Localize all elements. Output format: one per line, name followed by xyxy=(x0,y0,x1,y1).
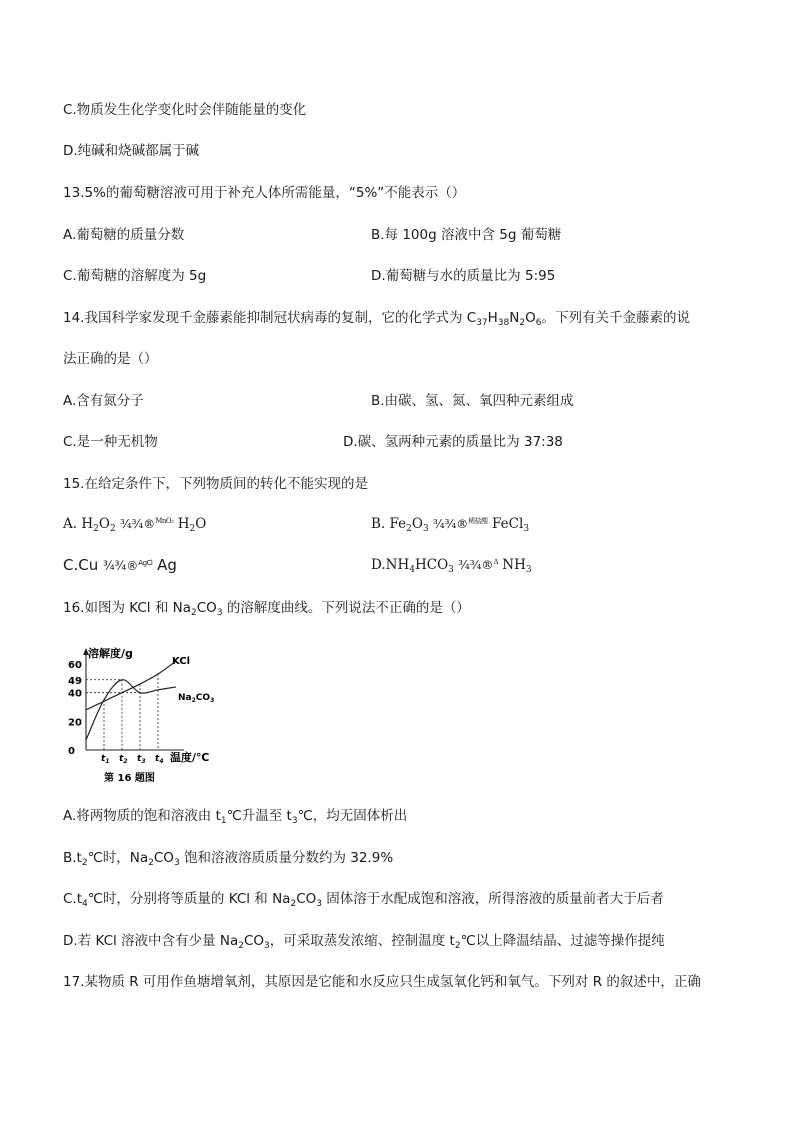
q16b-t2: 2 xyxy=(81,858,88,868)
y-tick-label-2: 40 xyxy=(68,688,82,700)
q16-na-sub: 2 xyxy=(191,608,197,618)
q15d-reactant-nh: NH xyxy=(385,557,410,573)
q15b-sub1: 2 xyxy=(406,524,412,534)
q15a-reactant-o: O xyxy=(98,516,110,532)
q16b-co-sub: 3 xyxy=(173,858,180,868)
formula-o-sub: 6 xyxy=(535,318,542,328)
q14-option-b: B.由碳、氢、氮、氧四种元素组成 xyxy=(371,393,574,409)
q14-option-c: C.是一种无机物 xyxy=(63,434,158,450)
q15c-product: Ag xyxy=(157,556,177,574)
y-tick-label-0: 60 xyxy=(68,660,82,671)
q16c-co-sub: 3 xyxy=(316,899,322,909)
q16-option-a xyxy=(63,806,407,826)
q15a-product-h: H xyxy=(177,516,190,532)
q16c-text-post: 固体溶于水配成饱和溶液，所得溶液的质量前者大于后者 xyxy=(321,891,664,907)
y-tick-label-3: 20 xyxy=(68,717,82,729)
q14-text-pre: 14.我国科学家发现千金藤素能抑制冠状病毒的复制，它的化学式为 C xyxy=(63,310,477,326)
q16a-t1: 1 xyxy=(220,816,227,826)
q16d-text-post: ℃以上降温结晶、过滤等操作提纯 xyxy=(460,933,665,949)
series-label-kcl: KCl xyxy=(172,656,191,667)
q16b-co: CO xyxy=(153,850,174,866)
q15d-label: D. xyxy=(371,557,386,573)
q14-option-d: D.碳、氢两种元素的质量比为 37:38 xyxy=(343,434,563,450)
chart-curves xyxy=(86,661,176,740)
q15b-reactant-o: O xyxy=(411,516,423,532)
q16d-co: CO xyxy=(243,933,265,949)
formula-o: O xyxy=(525,310,536,326)
q15a-psub: 2 xyxy=(189,524,196,534)
q15a-label: A. xyxy=(63,516,78,532)
formula-n-sub: 2 xyxy=(519,318,526,328)
q15b-reactant-fe: Fe xyxy=(389,516,407,532)
q16c-text-mid: ℃时，分别将等质量的 KCl 和 Na xyxy=(87,891,291,907)
question-14 xyxy=(63,308,690,328)
series-label-na2co3: $Na_2CO_3$ xyxy=(178,693,215,704)
x-tick-labels xyxy=(101,754,164,765)
question-13: 13.5%的葡萄糖溶液可用于补充人体所需能量，“5%”不能表示（） xyxy=(63,185,466,201)
line-option-c-prev: C.物质发生化学变化时会伴随能量的变化 xyxy=(63,102,307,118)
q16-text-pre: 16.如图为 KCl 和 Na xyxy=(63,600,192,616)
q15d-sub2: 3 xyxy=(448,565,454,575)
q15a-sub2: 2 xyxy=(109,524,116,534)
q16d-na-sub: 2 xyxy=(238,941,244,951)
q15a-sub1: 2 xyxy=(93,524,99,534)
q16c-co: CO xyxy=(296,891,317,907)
q16a-text-pre: A.将两物质的饱和溶液由 t xyxy=(63,808,221,824)
x-tick-label-3: $t_4$ xyxy=(155,754,164,765)
q15a-condition: MnO₂ xyxy=(155,517,174,525)
q15-option-d xyxy=(371,555,532,577)
q15b-psub: 3 xyxy=(523,524,530,534)
q15a-product-o: O xyxy=(195,516,207,532)
q16d-t2: 2 xyxy=(454,941,461,951)
q15-option-c xyxy=(63,555,177,578)
question-15: 15.在给定条件下，下列物质间的转化不能实现的是 xyxy=(63,476,368,492)
q15c-arrow: ¾¾® xyxy=(103,559,139,573)
q15c-condition: AgCl xyxy=(138,559,153,567)
q15b-label: B. xyxy=(371,516,386,532)
formula-h: H xyxy=(487,310,498,326)
q13-option-a: A.葡萄糖的质量分数 xyxy=(63,227,185,243)
line-option-d-prev: D.纯碱和烧碱都属于碱 xyxy=(63,143,200,159)
question-14-line2: 法正确的是（） xyxy=(63,351,158,367)
guide-lines xyxy=(86,674,158,750)
q15a-arrow: ¾¾® xyxy=(119,517,156,531)
q15b-arrow: ¾¾® xyxy=(432,517,469,531)
q14-text-post: 。下列有关千金藤素的说 xyxy=(541,310,690,326)
x-tick-label-1: $t_2$ xyxy=(119,754,128,765)
formula-c-sub: 37 xyxy=(476,318,488,328)
q15d-condition: Δ xyxy=(493,558,498,566)
q16d-text-mid: ，可采取蒸发浓缩、控制温度 t xyxy=(269,933,455,949)
q15-option-b xyxy=(371,514,529,536)
q16-option-c xyxy=(63,889,664,909)
q16a-text-post: ℃，均无固体析出 xyxy=(297,808,408,824)
q16-text-post: 的溶解度曲线。下列说法不正确的是（） xyxy=(222,600,470,616)
y-axis-label: 溶解度/g xyxy=(88,647,133,660)
y-tick-label-1: 49 xyxy=(68,675,82,687)
q15d-product-nh: NH xyxy=(502,557,526,573)
q13-option-d: D.葡萄糖与水的质量比为 5:95 xyxy=(371,268,556,284)
question-17: 17.某物质 R 可用作鱼塘增氧剂，其原因是它能和水反应只生成氢氧化钙和氧气。下列对 R 的叙述中，正确 xyxy=(63,974,701,990)
q16b-text-mid: ℃时，Na xyxy=(87,850,149,866)
formula-n: N xyxy=(509,310,520,326)
q16d-co-sub: 3 xyxy=(264,941,270,951)
q16c-text-pre: C.t xyxy=(63,891,83,907)
q15a-reactant-h: H xyxy=(81,516,94,532)
q15-option-a xyxy=(63,514,206,536)
q15d-sub1: 4 xyxy=(409,565,415,575)
q16-option-b xyxy=(63,848,393,868)
q16b-text-post: 饱和溶液溶质质量分数约为 32.9% xyxy=(179,850,394,866)
y-tick-labels xyxy=(68,660,82,757)
chart-caption: 第 16 题图 xyxy=(104,773,155,784)
y-tick-label-4: 0 xyxy=(68,746,75,757)
q16b-na-sub: 2 xyxy=(148,858,154,868)
q16c-t4: 4 xyxy=(82,899,88,909)
q16-co: CO xyxy=(196,600,217,616)
q14-option-a: A.含有氮分子 xyxy=(63,393,144,409)
q16a-t3: 3 xyxy=(291,816,298,826)
x-axis-label: 温度/℃ xyxy=(170,751,210,764)
q15c-label: C.Cu xyxy=(63,556,99,574)
q15b-sub2: 3 xyxy=(422,524,429,534)
q15d-reactant-hco: HCO xyxy=(414,557,449,573)
q16d-text-pre: D.若 KCl 溶液中含有少量 Na xyxy=(63,933,239,949)
q16b-text-pre: B.t xyxy=(63,850,82,866)
formula-h-sub: 38 xyxy=(497,318,510,328)
q15d-psub: 3 xyxy=(525,565,532,575)
q16c-na-sub: 2 xyxy=(290,899,297,909)
q15d-arrow: ¾¾® xyxy=(458,558,494,572)
q13-option-b: B.每 100g 溶液中含 5g 葡萄糖 xyxy=(371,227,562,243)
q13-option-c: C.葡萄糖的溶解度为 5g xyxy=(63,268,207,284)
x-tick-label-2: $t_3$ xyxy=(137,754,146,765)
question-16 xyxy=(63,598,470,618)
q16-option-d xyxy=(63,931,665,951)
x-tick-label-0: $t_1$ xyxy=(101,754,110,765)
q15b-condition: 稀盐酸 xyxy=(468,517,488,525)
q16a-text-mid: ℃升温至 t xyxy=(226,808,292,824)
solubility-chart xyxy=(66,640,236,788)
q16-co-sub: 3 xyxy=(216,608,223,618)
q15b-product: FeCl xyxy=(492,516,524,532)
